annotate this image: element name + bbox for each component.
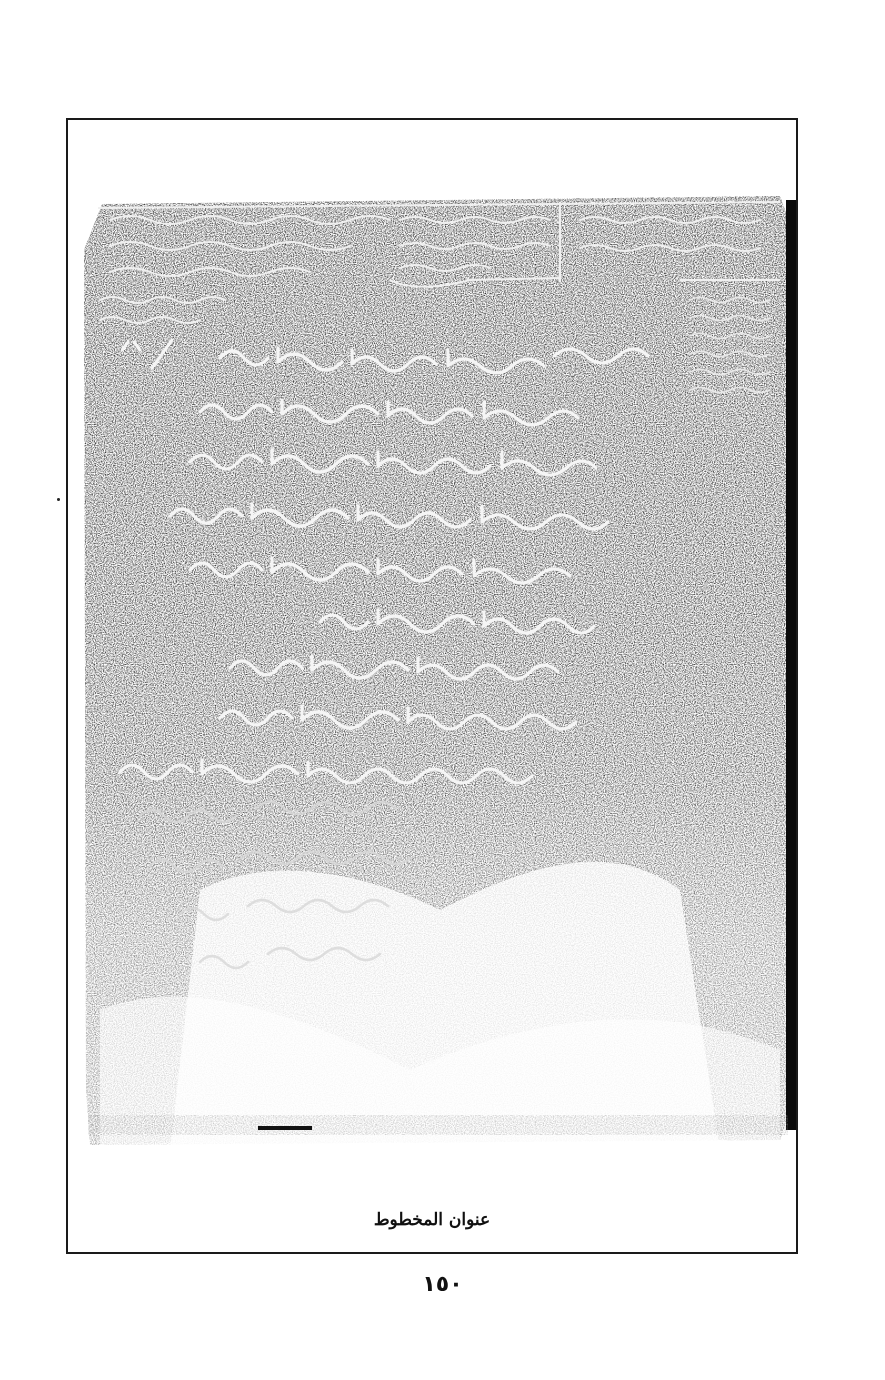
manuscript-photo-icon — [80, 190, 802, 1150]
stray-dot — [57, 498, 60, 501]
figure-caption: عنوان المخطوط — [373, 1210, 491, 1230]
page-number: ١٥٠ — [422, 1272, 463, 1297]
